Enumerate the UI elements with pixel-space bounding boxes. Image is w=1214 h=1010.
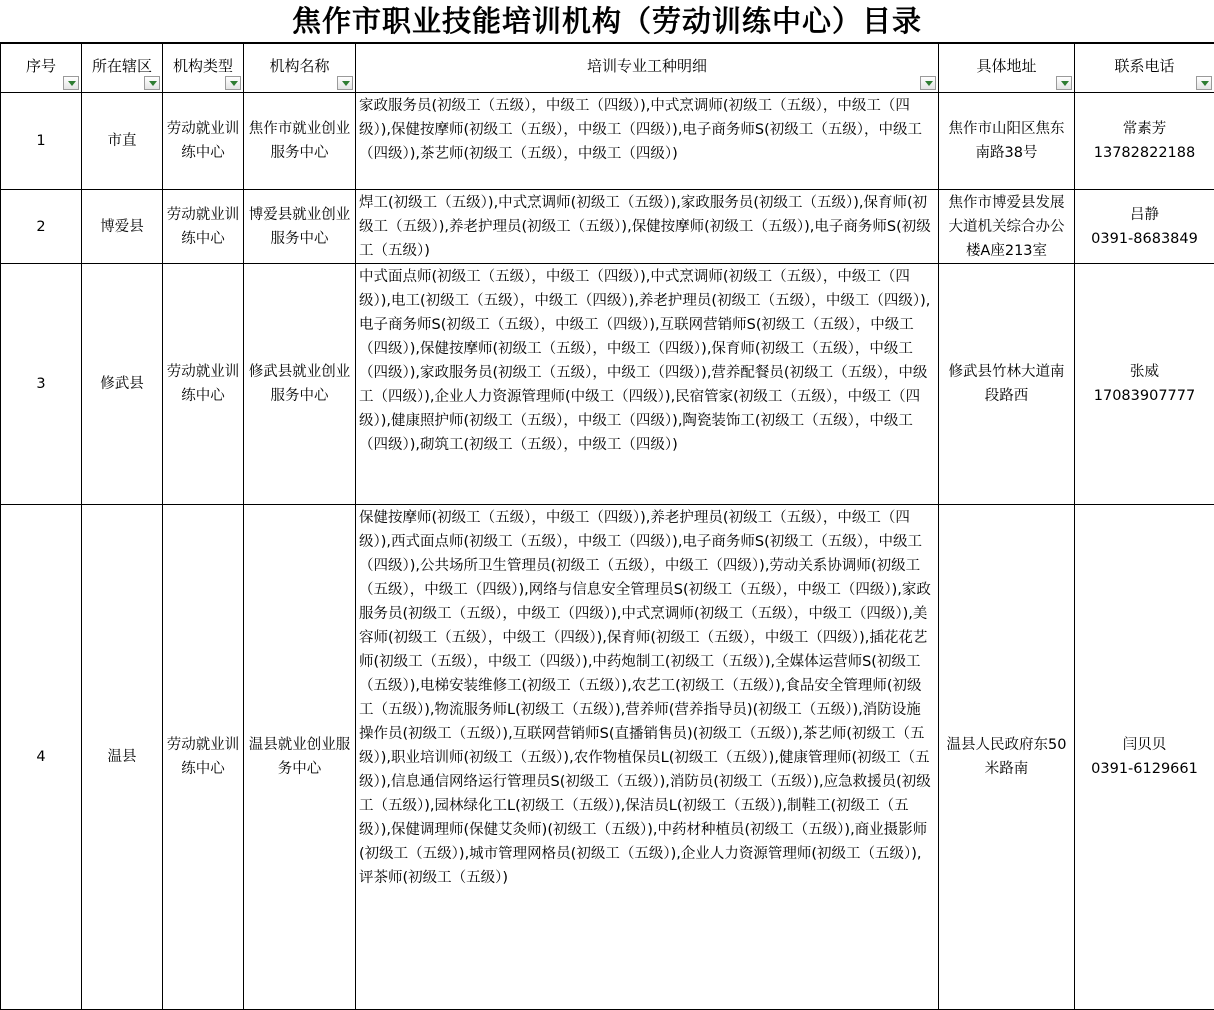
cell-district[interactable]: 市直 [82,93,163,190]
cell-address[interactable]: 焦作市山阳区焦东南路38号 [939,93,1075,190]
cell-phone[interactable] [1075,93,1214,190]
filter-dropdown-icon[interactable] [225,76,241,90]
cell-name[interactable]: 焦作市就业创业服务中心 [244,93,356,190]
table-row [1,505,1214,1010]
cell-district[interactable]: 博爱县 [82,190,163,264]
filter-dropdown-icon[interactable] [920,76,936,90]
cell-address[interactable]: 温县人民政府东50米路南 [939,505,1075,1010]
cell-type[interactable]: 劳动就业训练中心 [163,93,244,190]
contact-name: 闫贝贝 [1078,733,1211,757]
header-index: 序号 [1,44,82,93]
cell-index[interactable]: 2 [1,190,82,264]
cell-phone[interactable] [1075,505,1214,1010]
table-row [1,93,1214,190]
header-district: 所在辖区 [82,44,163,93]
table-row [1,190,1214,264]
cell-district[interactable]: 温县 [82,505,163,1010]
filter-dropdown-icon[interactable] [1056,76,1072,90]
cell-address[interactable]: 焦作市博爱县发展大道机关综合办公楼A座213室 [939,190,1075,264]
cell-index[interactable]: 1 [1,93,82,190]
cell-detail[interactable]: 焊工(初级工（五级）),中式烹调师(初级工（五级）),家政服务员(初级工（五级）),保育师(初级工（五级）),养老护理员(初级工（五级）),保健按摩师(初级工（五级）),电子商务师S(初级工（五级）) [356,190,939,264]
phone-number: 0391-6129661 [1078,757,1211,781]
cell-address[interactable]: 修武县竹林大道南段路西 [939,264,1075,505]
cell-type[interactable]: 劳动就业训练中心 [163,505,244,1010]
cell-index[interactable]: 3 [1,264,82,505]
contact-name: 张威 [1078,360,1211,384]
header-row [1,44,1214,93]
cell-type[interactable]: 劳动就业训练中心 [163,264,244,505]
sheet-title: 焦作市职业技能培训机构（劳动训练中心）目录 [0,0,1214,43]
contact-name: 常素芳 [1078,117,1211,141]
cell-name[interactable]: 修武县就业创业服务中心 [244,264,356,505]
cell-type[interactable]: 劳动就业训练中心 [163,190,244,264]
phone-number: 13782822188 [1078,141,1211,165]
cell-detail[interactable]: 保健按摩师(初级工（五级），中级工（四级）),养老护理员(初级工（五级），中级工（四级）),西式面点师(初级工（五级），中级工（四级）),电子商务师S(初级工（五级），中级工（四级）),公共场所卫生管理员(初级工（五级），中级工（四级）),劳动关系协调师(初级工（五级），中级工（四级）),网络与信息安全管理员S(初级工（五级），中级工（四级）),家政服务员(初级工（五级），中级工（四级）),中式烹调师(初级工（五级），中级工（四级）),美容师(初级工（五级），中级工（四级）),保育师(初级工（五级），中级工（四级）),插花花艺师(初级工（五级），中级工（四级）),中药炮制工(初级工（五级）),全媒体运营师S(初级工（五级）),电梯安装维修工(初级工（五级）),农艺工(初级工（五级）),食品安全管理师(初级工（五级）),物流服务师L(初级工（五级）),营养师(营养指导员)(初级工（五级）),消防设施操作员(初级工（五级）),互联网营销师S(直播销售员)(初级工（五级）),茶艺师(初级工（五级）),职业培训师(初级工（五级）),农作物植保员L(初级工（五级）),健康管理师(初级工（五级）),信息通信网络运行管理员S(初级工（五级）),消防员(初级工（五级）),应急救援员(初级工（五级）),园林绿化工L(初级工（五级）),保洁员L(初级工（五级）),制鞋工(初级工（五级）),保健调理师(保健艾灸师)(初级工（五级）),中药材种植员(初级工（五级）),商业摄影师(初级工（五级）),城市管理网格员(初级工（五级）),企业人力资源管理师(初级工（五级）),评茶师(初级工（五级）) [356,505,939,1010]
header-name: 机构名称 [244,44,356,93]
header-phone: 联系电话 [1075,44,1214,93]
header-type: 机构类型 [163,44,244,93]
phone-number: 17083907777 [1078,384,1211,408]
cell-detail[interactable]: 家政服务员(初级工（五级），中级工（四级）),中式烹调师(初级工（五级），中级工（四级）),保健按摩师(初级工（五级），中级工（四级）),电子商务师S(初级工（五级），中级工（四级）),茶艺师(初级工（五级），中级工（四级）) [356,93,939,190]
table-row [1,264,1214,505]
cell-name[interactable]: 温县就业创业服务中心 [244,505,356,1010]
cell-district[interactable]: 修武县 [82,264,163,505]
directory-table [0,43,1214,1010]
filter-dropdown-icon[interactable] [337,76,353,90]
cell-detail[interactable]: 中式面点师(初级工（五级），中级工（四级）),中式烹调师(初级工（五级），中级工（四级）),电工(初级工（五级），中级工（四级）),养老护理员(初级工（五级），中级工（四级）),电子商务师S(初级工（五级），中级工（四级）),互联网营销师S(初级工（五级），中级工（四级）),保健按摩师(初级工（五级），中级工（四级）),保育师(初级工（五级），中级工（四级）),家政服务员(初级工（五级），中级工（四级）),营养配餐员(初级工（五级），中级工（四级）),企业人力资源管理师(中级工（四级）),民宿管家(初级工（五级），中级工（四级）),健康照护师(初级工（五级），中级工（四级）),陶瓷装饰工(初级工（五级），中级工（四级）),砌筑工(初级工（五级），中级工（四级）) [356,264,939,505]
contact-name: 吕静 [1078,203,1211,227]
filter-dropdown-icon[interactable] [144,76,160,90]
filter-dropdown-icon[interactable] [63,76,79,90]
header-detail: 培训专业工种明细 [356,44,939,93]
header-address: 具体地址 [939,44,1075,93]
cell-index[interactable]: 4 [1,505,82,1010]
phone-number: 0391-8683849 [1078,227,1211,251]
filter-dropdown-icon[interactable] [1196,76,1212,90]
cell-phone[interactable] [1075,190,1214,264]
cell-name[interactable]: 博爱县就业创业服务中心 [244,190,356,264]
cell-phone[interactable] [1075,264,1214,505]
